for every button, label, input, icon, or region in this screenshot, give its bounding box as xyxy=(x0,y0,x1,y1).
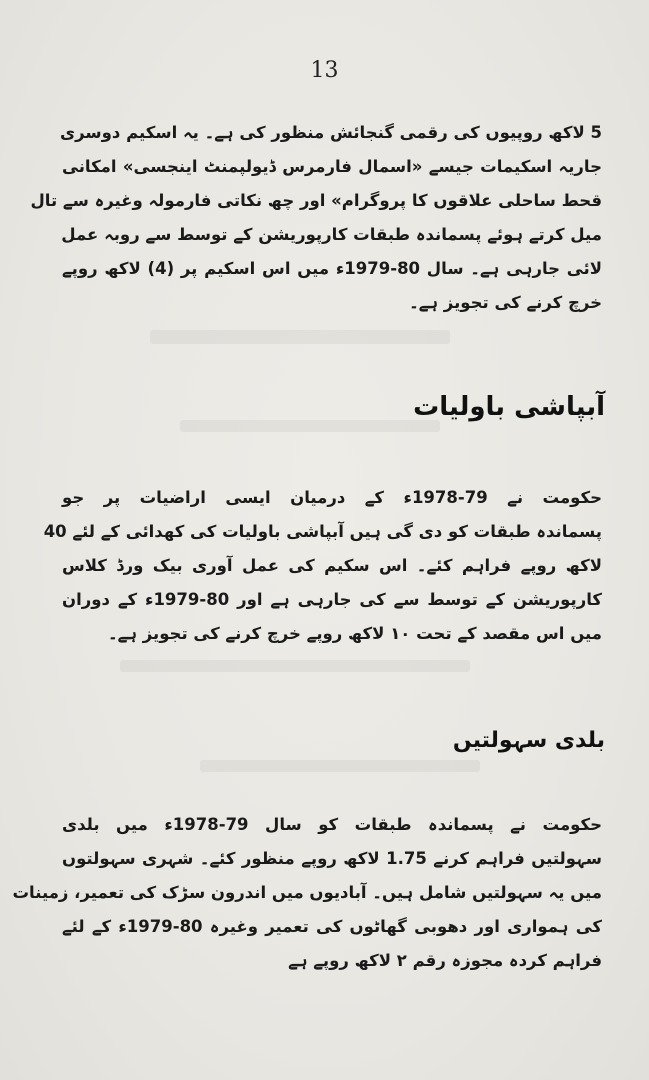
text-line: میل کرتے ہوئے پسماندہ طبقات کارپوریشن کے توسط سے روبہ عمل xyxy=(61,225,602,244)
show-through-marks xyxy=(200,760,480,772)
section-heading-civic-amenities: بلدی سہولتیں xyxy=(452,728,605,753)
show-through-marks xyxy=(150,330,450,344)
text-line: سہولتیں فراہم کرنے 1.75 لاکھ روپے منظور کئے۔ شہری سہولتوں xyxy=(62,849,602,868)
text-line: لائی جارہی ہے۔ سال 80-1979ء میں اس اسکیم پر (4) لاکھ روپے xyxy=(62,259,602,278)
page-number: 13 xyxy=(310,58,339,83)
text-line: کی ہمواری اور دھوبی گھاٹوں کی تعمیر وغیرہ 80-1979ء کے لئے xyxy=(62,917,602,936)
paragraph-civic-amenities xyxy=(12,808,602,978)
text-line: لاکھ روپے فراہم کئے۔ اس سکیم کی عمل آوری بیک ورڈ کلاس xyxy=(62,556,602,575)
text-line: حکومت نے 79-1978ء کے درمیان ایسی اراضیات پر جو xyxy=(62,488,602,507)
section-heading-irrigation-wells: آبپاشی باولیات xyxy=(413,392,605,422)
text-line: پسماندہ طبقات کو دی گی ہیں آبپاشی باولیات کی کھدائی کے لئے 40 xyxy=(43,522,602,541)
paragraph-scheme-funding xyxy=(30,116,602,320)
text-line: قحط ساحلی علاقوں کا پروگرام» اور چھ نکاتی فارمولہ وغیرہ سے تال xyxy=(30,191,602,210)
text-line: جاریہ اسکیمات جیسے «اسمال فارمرس ڈیولپمنٹ اینجسی» امکانی xyxy=(62,157,602,176)
text-line: حکومت نے پسماندہ طبقات کو سال 79-1978ء میں بلدی xyxy=(62,815,602,834)
text-line: کارپوریشن کے توسط سے کی جارہی ہے اور 80-1979ء کے دوران xyxy=(62,590,602,609)
text-line: 5 لاکھ روپیوں کی رقمی گنجائش منظور کی ہے۔ یہ اسکیم دوسری xyxy=(60,123,602,142)
show-through-marks xyxy=(120,660,470,672)
text-line: میں اس مقصد کے تحت ١٠ لاکھ روپے خرچ کرنے کی تجویز ہے۔ xyxy=(108,624,602,643)
paragraph-irrigation-wells xyxy=(43,481,602,651)
text-line: میں یہ سہولتیں شامل ہیں۔ آبادیوں میں اندرون سڑک کی تعمیر، زمینات xyxy=(12,883,602,902)
text-line: خرچ کرنے کی تجویز ہے۔ xyxy=(409,293,602,312)
text-line: فراہم کردہ مجوزہ رقم ٢ لاکھ روپے ہے xyxy=(288,951,602,970)
